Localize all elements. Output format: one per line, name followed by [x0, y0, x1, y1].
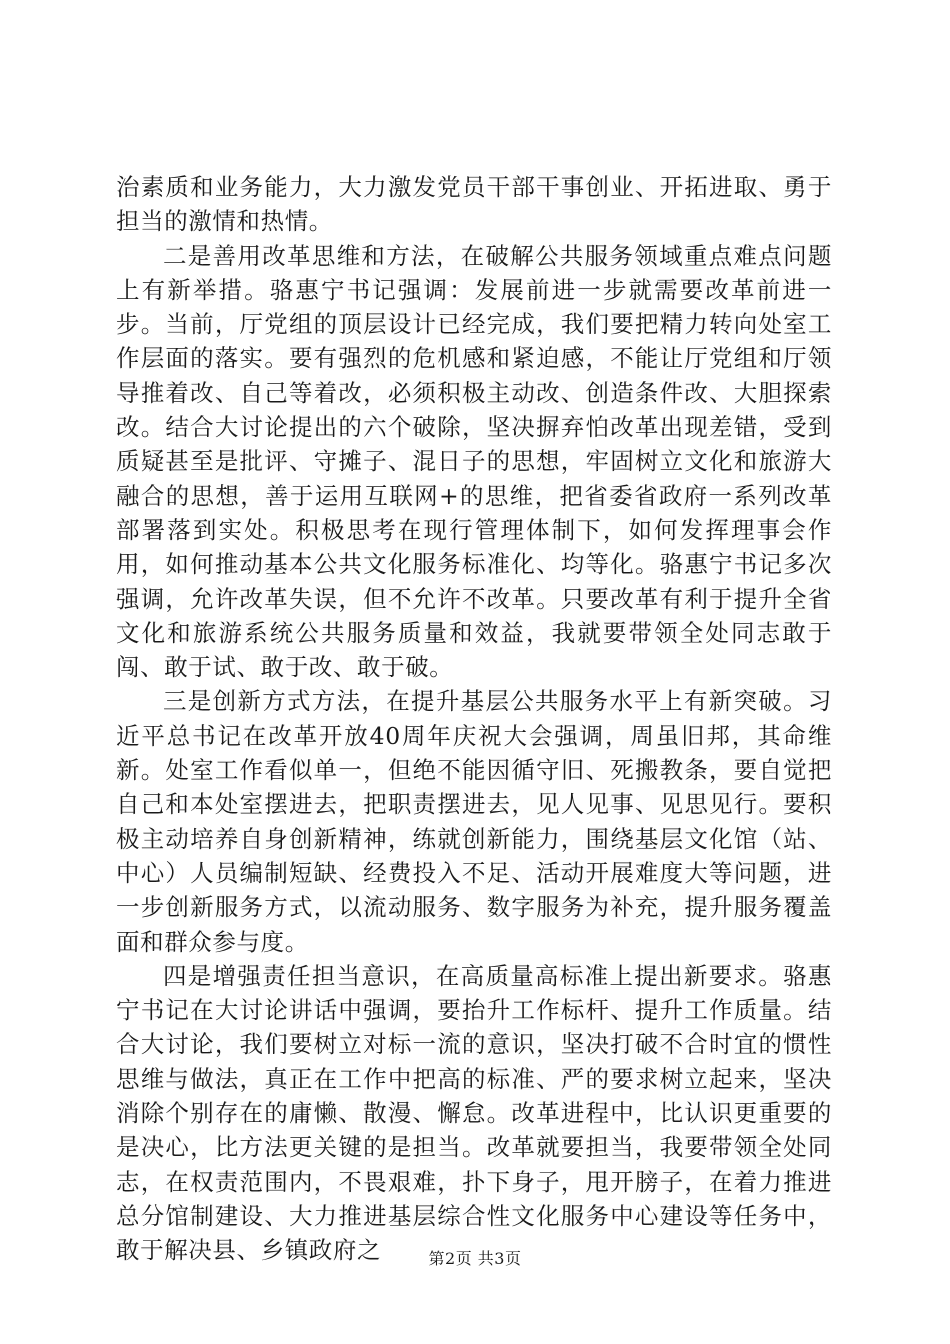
document-body	[116, 170, 832, 1268]
paragraph-point-three: 三是创新方式方法，在提升基层公共服务水平上有新突破。习近平总书记在改革开放40周年庆祝大会强调，周虽旧邦，其命维新。处室工作看似单一，但绝不能因循守旧、死搬教条，要自觉把自己和本处室摆进去，把职责摆进去，见人见事、见思见行。要积极主动培养自身创新精神，练就创新能力，围绕基层文化馆（站、中心）人员编制短缺、经费投入不足、活动开展难度大等问题，进一步创新服务方式，以流动服务、数字服务为补充，提升服务覆盖面和群众参与度。	[116, 687, 832, 956]
page-footer: 第2页 共3页	[428, 1249, 522, 1268]
paragraph-point-four: 四是增强责任担当意识，在高质量高标准上提出新要求。骆惠宁书记在大讨论讲话中强调，要抬升工作标杆、提升工作质量。结合大讨论，我们要树立对标一流的意识，坚决打破不合时宜的惯性思维与做法，真正在工作中把高的标准、严的要求树立起来，坚决消除个别存在的庸懒、散漫、懈怠。改革进程中，比认识更重要的是决心，比方法更关键的是担当。改革就要担当，我要带领全处同志，在权责范围内，不畏艰难，扑下身子，甩开膀子，在着力推进总分馆制建设、大力推进基层综合性文化服务中心建设等任务中，敢于解决县、乡镇政府之	[116, 961, 832, 1265]
paragraph-continuation: 治素质和业务能力，大力激发党员干部干事创业、开拓进取、勇于担当的激情和热情。	[116, 173, 832, 236]
paragraph-point-two: 二是善用改革思维和方法，在破解公共服务领域重点难点问题上有新举措。骆惠宁书记强调：发展前进一步就需要改革前进一步。当前，厅党组的顶层设计已经完成，我们要把精力转向处室工作层面的落实。要有强烈的危机感和紧迫感，不能让厅党组和厅领导推着改、自己等着改，必须积极主动改、创造条件改、大胆探索改。结合大讨论提出的六个破除，坚决摒弃怕改革出现差错，受到质疑甚至是批评、守摊子、混日子的思想，牢固树立文化和旅游大融合的思想，善于运用互联网+的思维，把省委省政府一系列改革部署落到实处。积极思考在现行管理体制下，如何发挥理事会作用，如何推动基本公共文化服务标准化、均等化。骆惠宁书记多次强调，允许改革失误，但不允许不改革。只要改革有利于提升全省文化和旅游系统公共服务质量和效益，我就要带领全处同志敢于闯、敢于试、敢于改、敢于破。	[116, 241, 832, 682]
